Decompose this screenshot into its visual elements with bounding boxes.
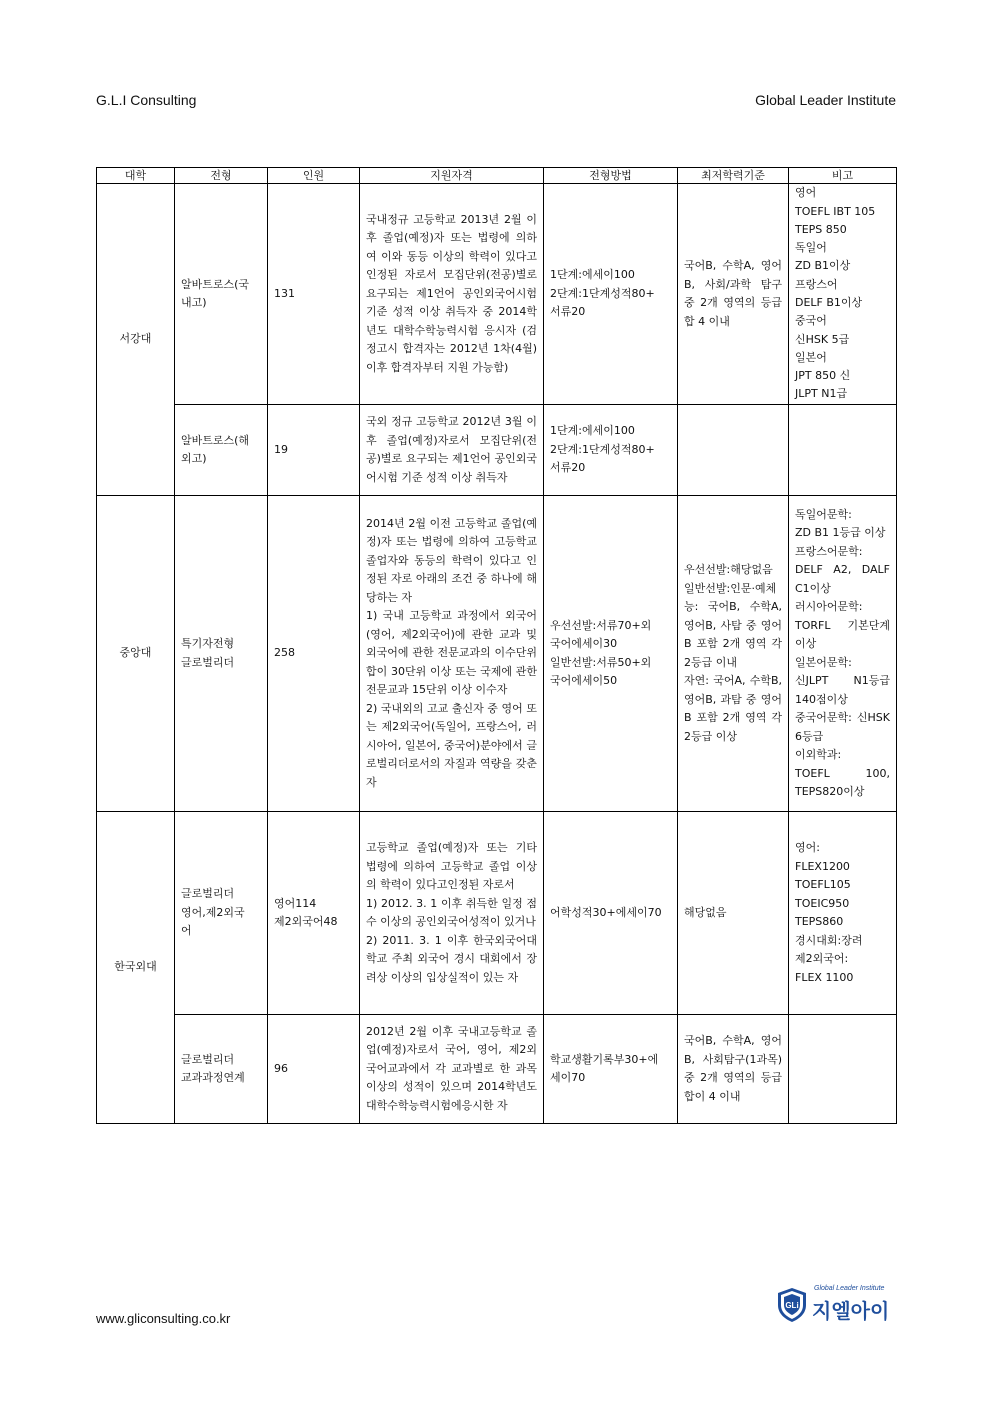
note-cell (789, 1015, 897, 1124)
svg-text:GLi: GLi (785, 1301, 799, 1310)
logo-text-ko: 지엘아이 (812, 1299, 890, 1323)
method-cell: 1단계:에세이100 2단계:1단계성적80+ 서류20 (544, 405, 678, 496)
method-cell: 학교생활기록부30+에 세이70 (544, 1015, 678, 1124)
column-header-method: 전형방법 (544, 168, 678, 184)
minimum-cell: 우선선발:해당없음 일반선발:인문·예체능: 국어B, 수학A, 영어B, 사탐 중 영어B 포함 2개 영역 각 2등급 이내 자연: 국어A, 수학B, 영어B, 과탐 중 영어B 포함 2개 영역 각 2등급 이상 (678, 496, 789, 812)
header-right-title: Global Leader Institute (755, 92, 896, 108)
university-cell: 중앙대 (97, 496, 175, 812)
table-row (97, 496, 897, 812)
count-cell: 19 (268, 405, 360, 496)
column-header-count: 인원 (268, 168, 360, 184)
minimum-cell (678, 405, 789, 496)
minimum-cell: 해당없음 (678, 812, 789, 1015)
qualification-cell: 고등학교 졸업(예정)자 또는 기타 법령에 의하여 고등학교 졸업 이상의 학력이 있다고인정된 자로서 1) 2012. 3. 1 이후 취득한 일정 점수 이상의 공인외국어성적이 있거나 2) 2011. 3. 1 이후 한국외국어대학교 주최 외국어 경시 대회에서 장려상 이상의 입상실적이 있는 자 (360, 812, 544, 1015)
footer-url: www.gliconsulting.co.kr (96, 1311, 231, 1326)
count-cell: 258 (268, 496, 360, 812)
logo-text-en: Global Leader Institute (814, 1285, 885, 1292)
note-cell: 영어: FLEX1200 TOEFL105 TOEIC950 TEPS860 경시대회:장려 제2외국어: FLEX 1100 (789, 812, 897, 1015)
qualification-cell: 2014년 2월 이전 고등학교 졸업(예정)자 또는 법령에 의하여 고등학교 졸업자와 동등의 학력이 있다고 인정된 자로 아래의 조건 중 하나에 해당하는 자 1) 국내 고등학교 과정에서 외국어(영어, 제2외국어)에 관한 교과 및 외국어에 관한 전문교과의 이수단위 합이 30단위 이상 또는 국제에 관한 전문교과 15단위 이상 이수자 2) 국내외의 고교 출신자 중 영어 또는 제2외국어(독일어, 프랑스어, 러시아어, 일본어, 중국어)분야에서 글로벌리더로서의 자질과 역량을 갖춘 자 (360, 496, 544, 812)
count-cell: 영어114 제2외국어48 (268, 812, 360, 1015)
note-cell: 독일어문학: ZD B1 1등급 이상 프랑스어문학: DELF A2, DALF C1이상 러시아어문학: TORFL 기본단계 이상 일본어문학: 신JLPT N1등급 140점이상 중국어문학: 신HSK 6등급 이외학과: TOEFL 100, TEPS820이상 (789, 496, 897, 812)
gli-shield-logo-icon (776, 1287, 808, 1323)
track-cell: 알바트로스(해 외고) (175, 405, 268, 496)
table-row (97, 812, 897, 1015)
minimum-cell: 국어B, 수학A, 영어B, 사회/과학 탐구 중 2개 영역의 등급 합 4 이내 (678, 184, 789, 405)
track-cell: 글로벌리더 교과과정연계 (175, 1015, 268, 1124)
method-cell: 우선선발:서류70+외 국어에세이30 일반선발:서류50+외 국어에세이50 (544, 496, 678, 812)
table-row (97, 184, 897, 405)
track-cell: 특기자전형 글로벌리더 (175, 496, 268, 812)
qualification-cell: 국외 정규 고등학교 2012년 3월 이후 졸업(예정)자로서 모집단위(전공)별로 요구되는 제1언어 공인외국어시험 기준 성적 이상 취득자 (360, 405, 544, 496)
column-header-qualification: 지원자격 (360, 168, 544, 184)
column-header-university: 대학 (97, 168, 175, 184)
university-cell: 한국외대 (97, 812, 175, 1124)
method-cell: 어학성적30+에세이70 (544, 812, 678, 1015)
table-header-row (97, 168, 897, 184)
header-left-title: G.L.I Consulting (96, 92, 197, 108)
gli-logo (776, 1285, 888, 1325)
method-cell: 1단계:에세이100 2단계:1단계성적80+ 서류20 (544, 184, 678, 405)
note-cell (789, 405, 897, 496)
column-header-track: 전형 (175, 168, 268, 184)
qualification-cell: 2012년 2월 이후 국내고등학교 졸업(예정)자로서 국어, 영어, 제2외국어교과에서 각 교과별로 한 과목 이상의 성적이 있으며 2014학년도 대학수학능력시험에응시한 자 (360, 1015, 544, 1124)
table-row (97, 1015, 897, 1124)
count-cell: 131 (268, 184, 360, 405)
minimum-cell: 국어B, 수학A, 영어B, 사회탐구(1과목) 중 2개 영역의 등급 합이 4 이내 (678, 1015, 789, 1124)
qualification-cell: 국내정규 고등학교 2013년 2월 이후 졸업(예정)자 또는 법령에 의하여 이와 동등 이상의 학력이 있다고 인정된 자로서 모집단위(전공)별로 요구되는 제1언어 공인외국어시험 기준 성적 이상 취득자 중 2014학년도 대학수학능력시험 응시자 (검정고시 합격자는 2012년 1차(4월) 이후 합격자부터 지원 가능함) (360, 184, 544, 405)
track-cell: 알바트로스(국 내고) (175, 184, 268, 405)
admission-table (96, 167, 897, 1124)
column-header-minimum: 최저학력기준 (678, 168, 789, 184)
count-cell: 96 (268, 1015, 360, 1124)
university-cell: 서강대 (97, 184, 175, 496)
track-cell: 글로벌리더 영어,제2외국 어 (175, 812, 268, 1015)
column-header-note: 비고 (789, 168, 897, 184)
note-cell: 영어 TOEFL IBT 105 TEPS 850 독일어 ZD B1이상 프랑스어 DELF B1이상 중국어 신HSK 5급 일본어 JPT 850 신 JLPT N1급 (789, 184, 897, 405)
table-row (97, 405, 897, 496)
